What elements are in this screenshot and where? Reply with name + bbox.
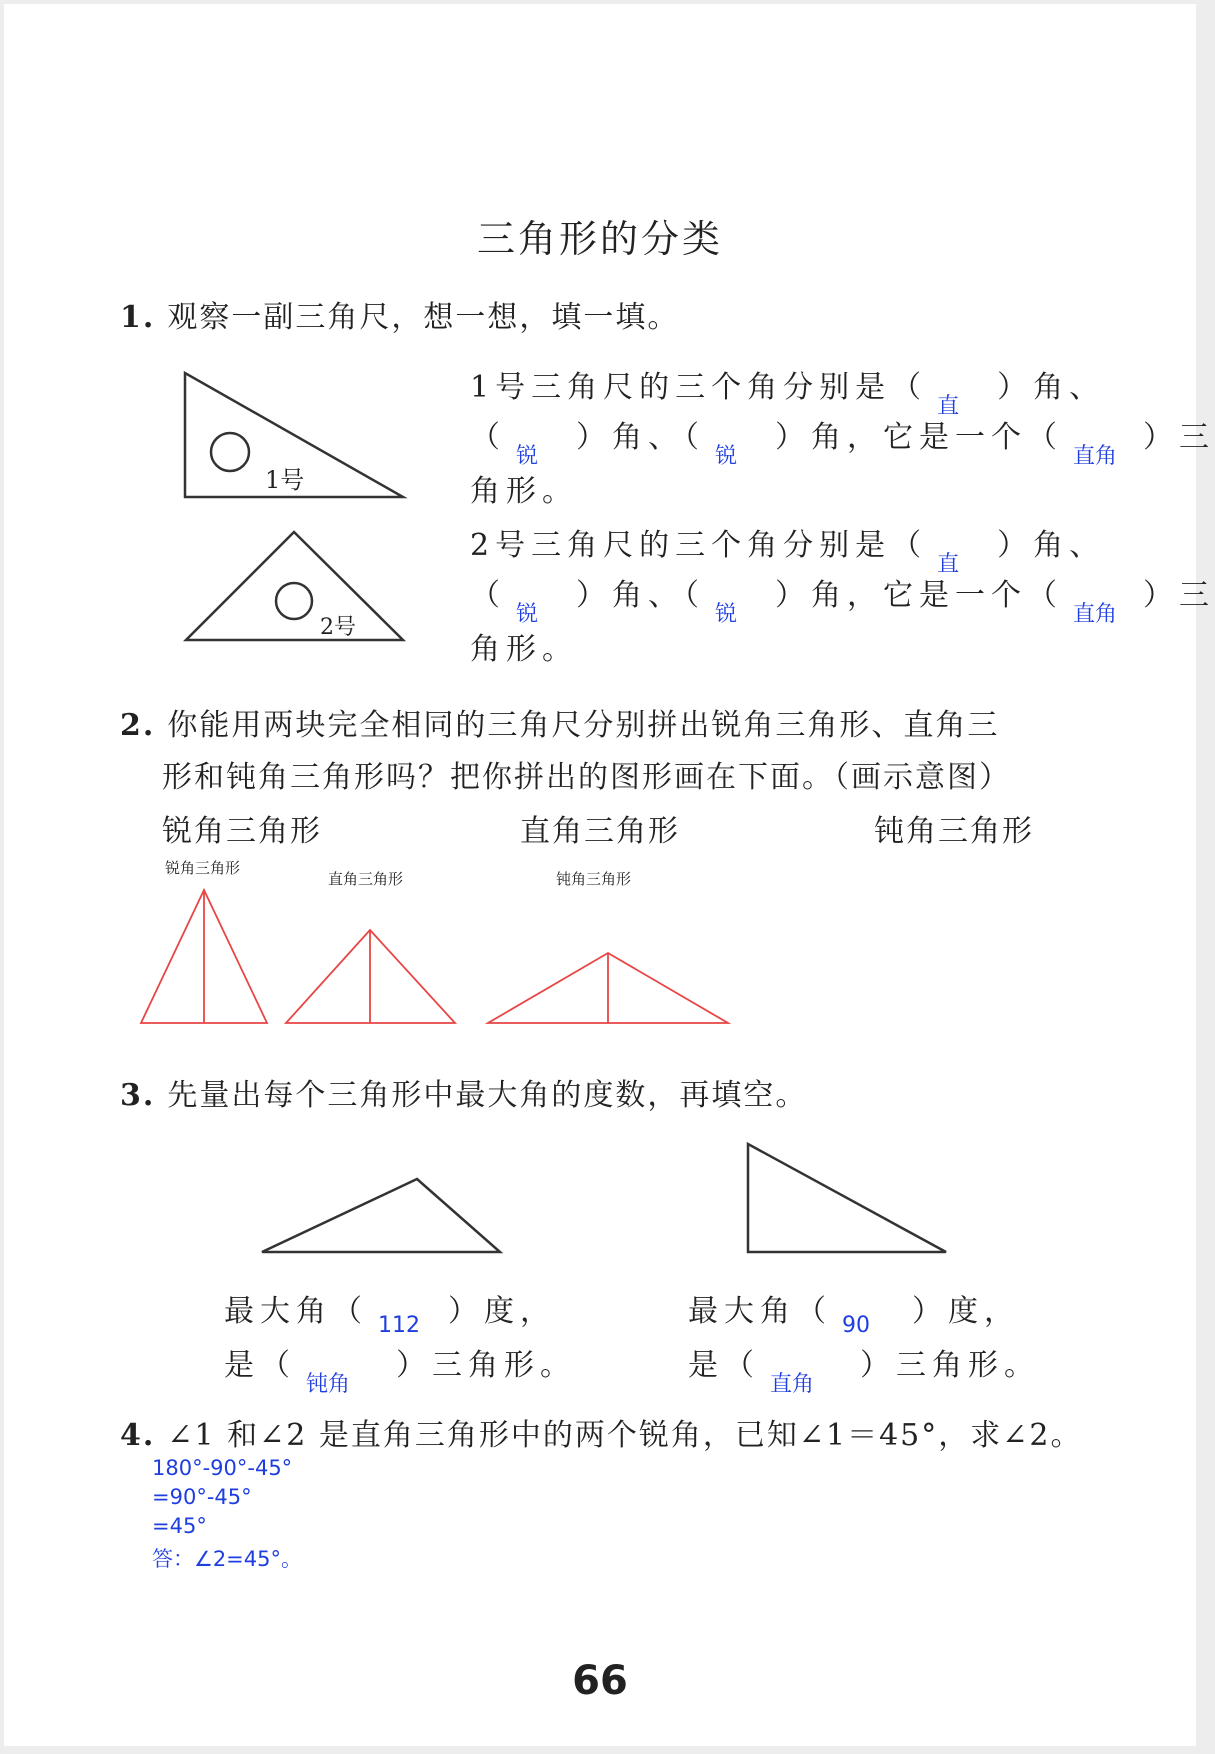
q3-right-triangle	[748, 1144, 946, 1252]
q1-s1-paren-3: ）角，它是一个（	[775, 420, 1063, 455]
q2-drawing-label-right: 直角三角形	[328, 870, 404, 888]
q1-s1-text-b: ）角、	[997, 370, 1106, 405]
q2-header-obtuse: 钝角三角形	[874, 814, 1034, 849]
q1-s2-text-b: ）角、	[997, 528, 1106, 563]
q3-left-type: 钝角	[306, 1372, 351, 1397]
q3-left-line2	[224, 1340, 576, 1397]
q2-drawing-label-obtuse: 钝角三角形	[556, 870, 632, 888]
q1-s1-paren-2: ）角、（	[576, 420, 705, 455]
q3-left-angle: 112	[378, 1313, 420, 1338]
q3-left-text-b: ）度，	[448, 1294, 556, 1329]
q4-solution-line-3: =45°	[152, 1514, 207, 1538]
q1-s1-line3: 角形。	[470, 474, 578, 509]
ruler-1-label: 1号	[265, 466, 305, 494]
q3-left-text-a: 最大角（	[224, 1294, 368, 1329]
page-number: 66	[572, 1658, 628, 1704]
q1-s2-line3: 角形。	[470, 632, 578, 667]
q1-s2-text-a: 2号三角尺的三个角分别是（	[470, 528, 928, 563]
q1-s1-answer-1: 直	[937, 394, 960, 419]
question-3-number: 3.	[120, 1078, 156, 1113]
q1-s1-paren-4: ）三	[1143, 420, 1215, 455]
page-title: 三角形的分类	[476, 217, 723, 261]
q1-s2-paren-1: （	[470, 578, 506, 613]
q3-right-type: 直角	[770, 1372, 815, 1397]
q3-right-text-c: 是（	[688, 1348, 760, 1383]
question-2-number: 2.	[120, 708, 156, 743]
q1-s1-answer-4: 直角	[1073, 444, 1118, 469]
q1-s2-answer-3: 锐	[715, 602, 738, 627]
q1-s1-paren-1: （	[470, 420, 506, 455]
question-1-text: 观察一副三角尺，想一想，填一填。	[167, 300, 680, 335]
question-1-number: 1.	[120, 300, 156, 335]
q1-s2-answer-2: 锐	[516, 602, 539, 627]
q3-right-line1	[688, 1286, 1020, 1338]
ruler-2-label: 2号	[320, 615, 356, 640]
q1-s1-text-a: 1号三角尺的三个角分别是（	[470, 370, 928, 405]
q4-solution-line-1: 180°-90°-45°	[152, 1456, 293, 1480]
q1-s2-paren-2: ）角、（	[576, 578, 705, 613]
question-2-text-1: 你能用两块完全相同的三角尺分别拼出锐角三角形、直角三	[167, 708, 1000, 743]
question-4-prompt	[120, 1410, 1082, 1454]
question-4-text: ∠1 和∠2 是直角三角形中的两个锐角，已知∠1＝45°，求∠2。	[167, 1418, 1083, 1453]
q3-left-line1	[224, 1286, 556, 1338]
q1-s2-answer-4: 直角	[1073, 602, 1118, 627]
question-3-text: 先量出每个三角形中最大角的度数，再填空。	[167, 1078, 808, 1113]
q4-solution-line-2: =90°-45°	[152, 1485, 252, 1509]
question-4-number: 4.	[120, 1418, 156, 1453]
q3-right-angle: 90	[842, 1313, 870, 1338]
q1-s1-answer-2: 锐	[516, 444, 539, 469]
q3-right-text-a: 最大角（	[688, 1294, 832, 1329]
q3-right-line2	[688, 1340, 1040, 1397]
q3-obtuse-triangle	[262, 1179, 500, 1252]
q2-drawing-label-acute: 锐角三角形	[165, 859, 241, 877]
q3-left-text-d: ）三角形。	[396, 1348, 576, 1383]
q1-s2-paren-4: ）三	[1143, 578, 1215, 613]
q3-right-text-b: ）度，	[912, 1294, 1020, 1329]
q4-solution-answer: 答：∠2=45°。	[152, 1547, 303, 1571]
q3-left-text-c: 是（	[224, 1348, 296, 1383]
q1-s2-answer-1: 直	[937, 552, 960, 577]
q1-s1-answer-3: 锐	[715, 444, 738, 469]
q2-header-right: 直角三角形	[520, 814, 680, 849]
q3-right-text-d: ）三角形。	[860, 1348, 1040, 1383]
q2-header-acute: 锐角三角形	[162, 814, 322, 849]
q1-s2-paren-3: ）角，它是一个（	[775, 578, 1063, 613]
question-2-line2: 形和钝角三角形吗？把你拼出的图形画在下面。（画示意图）	[162, 760, 1011, 795]
